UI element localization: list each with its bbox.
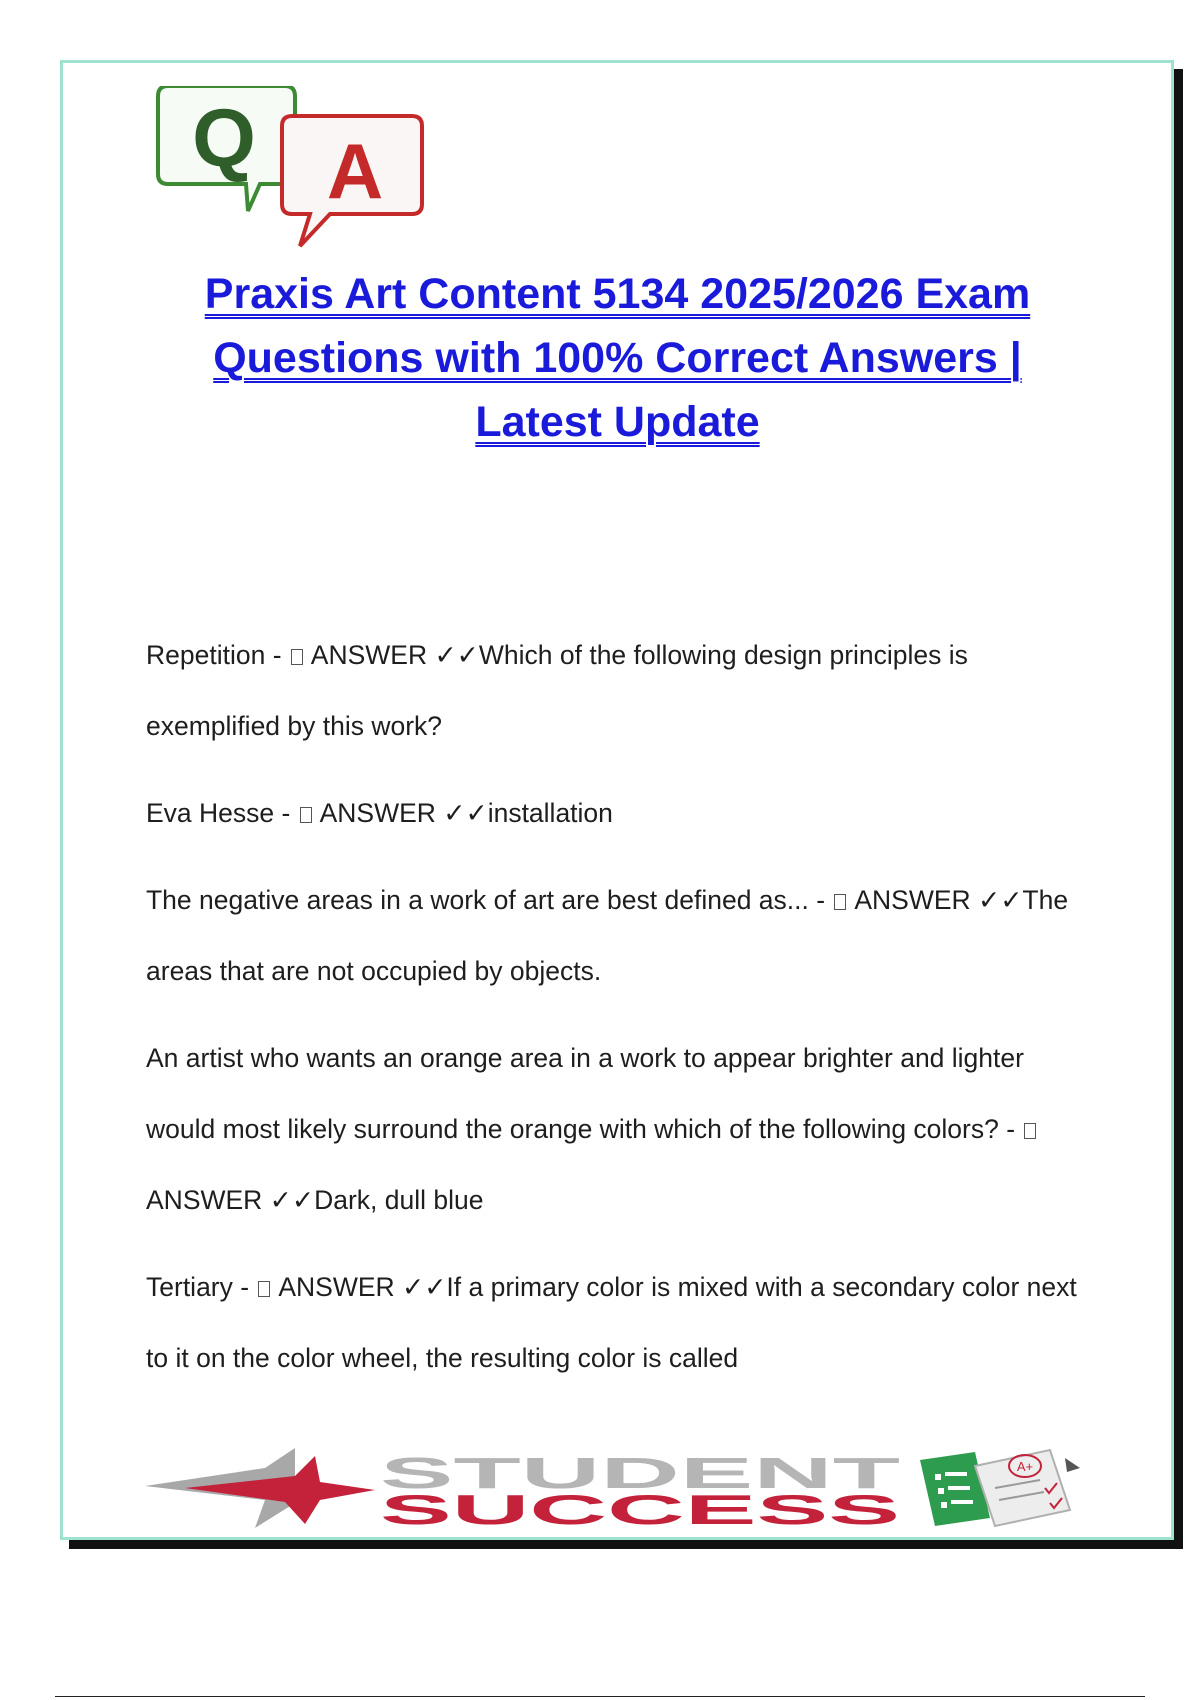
title-line-3: Latest Update (475, 398, 760, 446)
missing-glyph-icon (1024, 1123, 1036, 1139)
qa-item: An artist who wants an orange area in a work to appear brighter and lighter would most likely surround the orange with which of the following colors? - ANSWER ✓✓Dark, dull blue (146, 1023, 1086, 1236)
missing-glyph-icon (291, 649, 303, 665)
footer-word-student: STUDENT (380, 1449, 901, 1498)
title-line-1: Praxis Art Content 5134 2025/2026 Exam (204, 270, 1031, 318)
qa-logo (150, 86, 450, 266)
q-bubble-icon (158, 86, 295, 211)
star-icon (145, 1448, 375, 1528)
footer-word-success: SUCCESS (380, 1486, 900, 1528)
missing-glyph-icon (300, 807, 312, 823)
a-letter: A (326, 127, 384, 215)
missing-glyph-icon (834, 894, 846, 910)
graded-paper-icon (975, 1450, 1080, 1526)
missing-glyph-icon (258, 1281, 270, 1297)
bottom-divider (55, 1696, 1145, 1697)
qa-list (146, 620, 1086, 1410)
qa-item: Tertiary - ANSWER ✓✓If a primary color is mixed with a secondary color next to it on the color wheel, the resulting color is called (146, 1272, 1077, 1373)
qa-item: The negative areas in a work of art are best defined as... - ANSWER ✓✓The areas that are not occupied by objects. (146, 885, 1069, 986)
document-title (130, 262, 1105, 454)
q-letter: Q (192, 93, 256, 184)
spreadsheet-icon (920, 1452, 990, 1526)
student-success-logo (145, 1448, 1085, 1528)
grade-badge: A+ (1016, 1459, 1034, 1474)
a-bubble-icon (282, 116, 422, 246)
qa-item: Repetition - ANSWER ✓✓Which of the following design principles is exemplified by this work? (146, 640, 968, 741)
qa-item: Eva Hesse - ANSWER ✓✓installation (146, 798, 613, 828)
title-line-2: Questions with 100% Correct Answers | (213, 334, 1022, 382)
